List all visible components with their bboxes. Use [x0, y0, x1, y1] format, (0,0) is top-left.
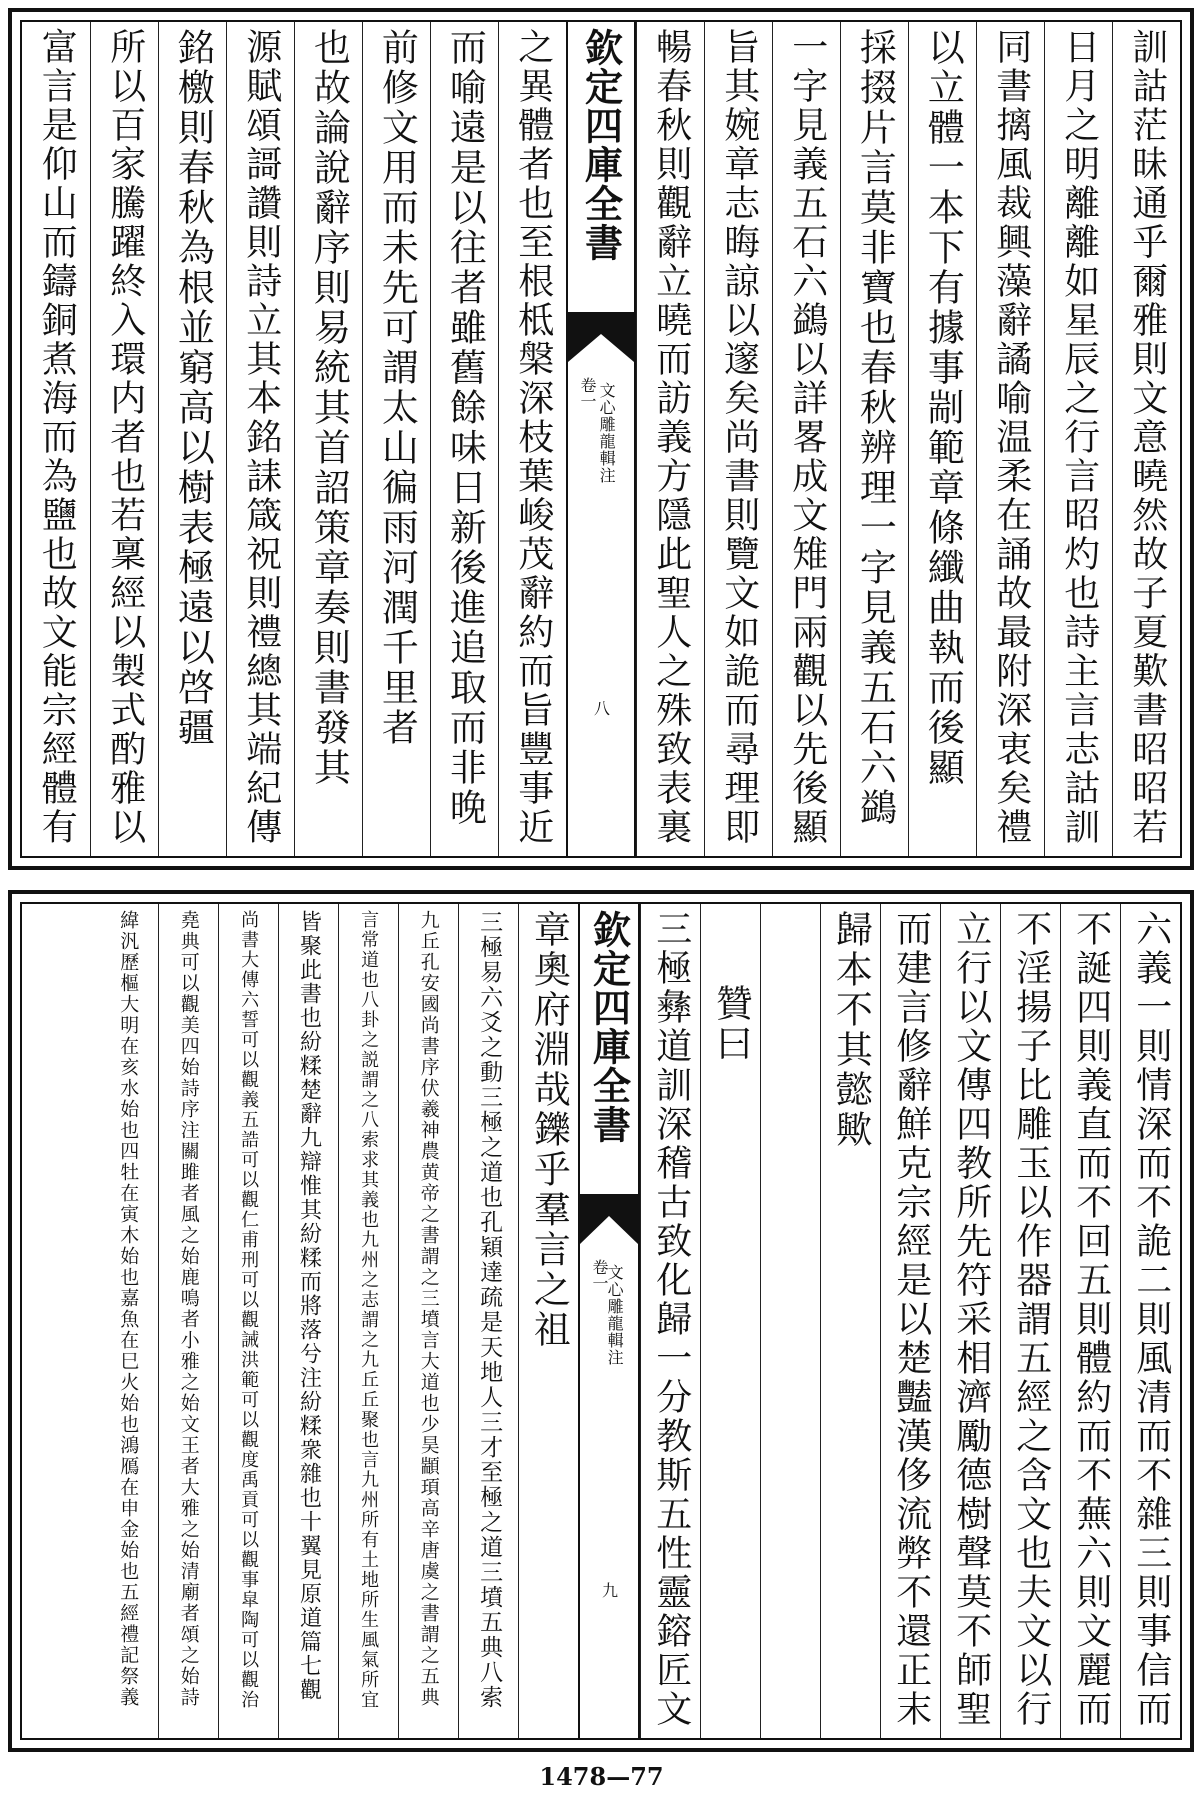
- text-column: [158, 22, 226, 856]
- text-column: [1112, 22, 1180, 856]
- text-column: [840, 22, 908, 856]
- column-text: 言常道也八卦之説謂之八索求其義也九州之志謂之九丘丘聚也言九州所有土地所生風氣所宜: [358, 910, 380, 1710]
- text-column: [430, 22, 498, 856]
- fishtail-ornament: [580, 1194, 638, 1244]
- column-text: 同書摛風裁興藻辭譎喻温柔在誦故最附深衷矣禮: [990, 28, 1032, 847]
- catalog-page-number: 1478—77: [539, 1762, 664, 1791]
- spine-title: 欽定四庫全書: [578, 28, 624, 262]
- column-text: 贊曰: [709, 984, 753, 1064]
- spine-volume: 卷一: [590, 1259, 609, 1291]
- text-column: [940, 904, 1000, 1738]
- column-text: 六義一則情深而不詭二則風清而不雜三則事信而: [1130, 910, 1172, 1729]
- column-text: 三極彝道訓深稽古致化歸一分教斯五性靈鎔匠文: [650, 910, 692, 1729]
- column-text: 之異體者也至根柢槃深枝葉峻茂辭約而旨豐事近: [512, 28, 554, 847]
- page-spine: [578, 904, 640, 1738]
- text-column: [640, 904, 700, 1738]
- text-column: [294, 22, 362, 856]
- column-text: 訓詁茫昧通乎爾雅則文意曉然故子夏歎書昭昭若: [1126, 28, 1168, 847]
- column-text: 富言是仰山而鑄銅煮海而為鹽也故文能宗經體有: [36, 28, 78, 847]
- column-text: 章奧府淵哉鑠乎羣言之祖: [527, 910, 571, 1350]
- column-text: 暢春秋則觀辭立曉而訪義方隱此聖人之殊致表裏: [650, 28, 692, 847]
- text-column: [704, 22, 772, 856]
- text-column: [218, 904, 278, 1738]
- text-column: [700, 904, 760, 1738]
- column-text: 不淫揚子比雕玉以作器謂五經之含文也夫文以行: [1010, 910, 1052, 1729]
- bottom-page-frame: [20, 902, 1182, 1740]
- text-column: [772, 22, 840, 856]
- text-column: [362, 22, 430, 856]
- text-column: [518, 904, 578, 1738]
- text-column: [98, 904, 158, 1738]
- spine-volume: 卷一: [578, 377, 597, 409]
- column-text: 皆聚此書也紛糅楚辭九辯惟其紛糅而將落兮注紛糅衆雜也十翼見原道篇七觀: [296, 910, 322, 1702]
- spine-book-title: 文心雕龍輯注: [605, 1264, 625, 1366]
- text-column: [880, 904, 940, 1738]
- column-text: 九丘孔安國尚書序伏羲神農黄帝之書謂之三墳言大道也少昊顓頊高辛唐虞之書謂之五典: [417, 910, 440, 1708]
- text-column: [1044, 22, 1112, 856]
- column-text: 而喻遠是以往者雖舊餘味日新後進追取而非晚: [443, 28, 487, 828]
- text-column: [226, 22, 294, 856]
- column-text: 旨其婉章志晦諒以邃矣尚書則覽文如詭而尋理即: [718, 28, 760, 847]
- fishtail-ornament: [568, 312, 634, 362]
- text-column: [976, 22, 1044, 856]
- column-text: 採掇片言莫非寶也春秋辨理一字見義五石六鷁: [853, 28, 897, 828]
- text-column: [398, 904, 458, 1738]
- text-column: [158, 904, 218, 1738]
- text-column: [1000, 904, 1060, 1738]
- top-page-frame: [20, 20, 1182, 858]
- spine-page-number: 九: [599, 1582, 619, 1598]
- column-text: 一字見義五石六鷁以詳畧成文雉門兩觀以先後顯: [786, 28, 828, 847]
- bottom-page: [8, 890, 1194, 1752]
- page-spine: [566, 22, 636, 856]
- text-column: [278, 904, 338, 1738]
- text-column: [458, 904, 518, 1738]
- column-text: 以立體一本下有據事剬範章條纖曲執而後顯: [921, 28, 965, 788]
- text-column: [820, 904, 880, 1738]
- spine-book-title: 文心雕龍輯注: [597, 382, 617, 484]
- spine-page-number: 八: [591, 700, 611, 716]
- column-text: 日月之明離離如星辰之行言昭灼也詩主言志詁訓: [1058, 28, 1100, 847]
- text-column: [908, 22, 976, 856]
- column-text: 而建言修辭鮮克宗經是以楚豔漢侈流弊不還正末: [890, 910, 932, 1729]
- column-text: 所以百家騰躍終入環内者也若稟經以製式酌雅以: [104, 28, 146, 847]
- text-column: [1120, 904, 1180, 1738]
- column-text: 立行以文傳四教所先符采相濟勵德樹聲莫不師聖: [950, 910, 992, 1729]
- column-text: 前修文用而未先可謂太山徧雨河潤千里者: [375, 28, 419, 748]
- column-text: 銘檄則春秋為根並窮高以樹表極遠以啓疆: [171, 28, 215, 748]
- text-column: [90, 22, 158, 856]
- top-page: [8, 8, 1194, 870]
- text-column: [760, 904, 820, 1738]
- column-text: 尚書大傳六誓可以觀義五誥可以觀仁甫刑可以觀誡洪範可以觀度禹貢可以觀事皐陶可以觀治: [238, 910, 260, 1710]
- text-column: [22, 22, 90, 856]
- text-column: [498, 22, 566, 856]
- column-text: 歸本不其懿歟: [829, 910, 873, 1150]
- text-column: [338, 904, 398, 1738]
- spine-title: 欽定四庫全書: [586, 910, 632, 1144]
- column-text: 緯汎歷樞大明在亥水始也四牡在寅木始也嘉魚在巳火始也鴻鴈在申金始也五經禮記祭義: [117, 910, 140, 1708]
- column-text: 源賦頌謌讚則詩立其本銘誄箴祝則禮總其端紀傳: [240, 28, 282, 847]
- column-text: 也故論說辭序則易統其首詔策章奏則書發其: [307, 28, 351, 788]
- column-text: 不誕四則義直而不回五則體約而不蕪六則文麗而: [1070, 910, 1112, 1729]
- column-text: 三極易六爻之動三極之道也孔穎達疏是天地人三才至極之道三墳五典八索: [476, 910, 503, 1710]
- text-column: [636, 22, 704, 856]
- text-column: [1060, 904, 1120, 1738]
- column-text: 堯典可以觀美四始詩序注關雎者風之始鹿鳴者小雅之始文王者大雅之始清廟者頌之始詩: [177, 910, 200, 1708]
